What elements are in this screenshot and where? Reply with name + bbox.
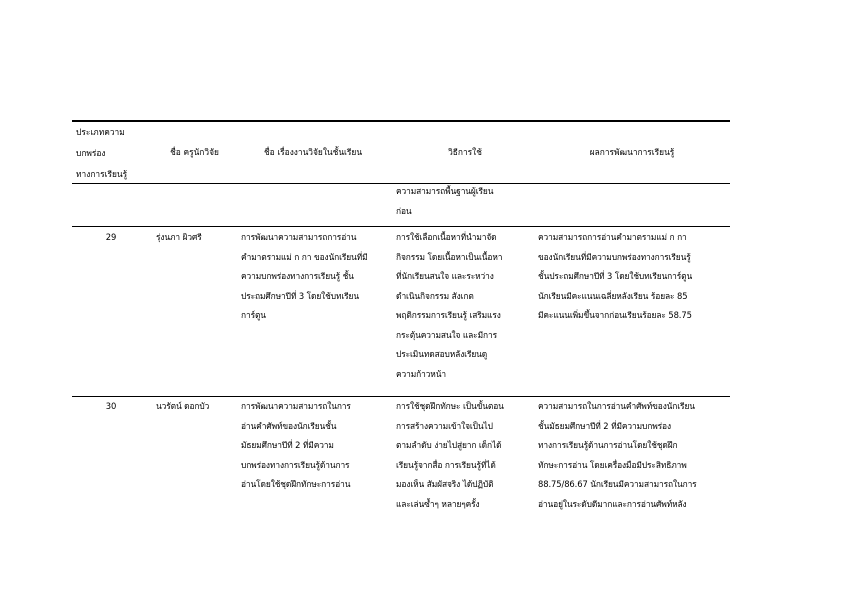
- result-cell: ความสามารถในการอ่านคำศัพท์ของนักเรียน ชั้นมัธยมศึกษาปีที่ 2 ที่มีความบกพร่อง ทางการเรียนรู้ด้านการอ่านโดยใช้ชุดฝึก ทักษะการอ่าน โดยเครื่องมือมีประสิทธิภาพ 88.75/86.67 นักเรียนมีความสามารถในการ อ่านอยู่ในระดับดีมากและการอ่านศัพท์หลัง: [538, 401, 697, 509]
- header-researcher: ชื่อ ครูนักวิจัย: [170, 147, 219, 157]
- researcher-cell: รุ่งนภา ผิวศรี: [156, 232, 202, 242]
- title-cell: การพัฒนาความสามารถในการ อ่านคำศัพท์ของนักเรียนชั้น มัธยมศึกษาปีที่ 2 ที่มีความ บกพร่องทางการเรียนรู้ด้านการ อ่านโดยใช้ชุดฝึกทักษะการอ่าน: [241, 401, 351, 489]
- row-separator: [72, 226, 730, 227]
- row-number: 29: [105, 232, 117, 242]
- method-cell: การใช้เลือกเนื้อหาที่นำมาจัด กิจกรรม โดยเนื้อหาเป็นเนื้อหา ที่นักเรียนสนใจ และระหว่าง ดำเนินกิจกรรม สังเกต พฤติกรรมการเรียนรู้ เสริมแรง กระตุ้นความสนใจ และมีการ ประเมินทดสอบหลังเรียนดู ความก้าวหน้า: [396, 232, 503, 379]
- method-cell: การใช้ชุดฝึกทักษะ เป็นขั้นตอน การสร้างความเข้าใจเป็นไป ตามลำดับ ง่ายไปสู่ยาก เด็กได้ เรียนรู้จากสื่อ การเรียนรู้ที่ได้ มองเห็น สัมผัสจริง ได้ปฏิบัติ และเล่นซ้ำๆ หลายๆครั้ง: [396, 401, 504, 509]
- researcher-cell: นวรัตน์ ดอกบัว: [156, 401, 210, 411]
- header-type: ประเภทความ บกพร่อง ทางการเรียนรู้: [76, 127, 128, 179]
- header-title: ชื่อ เรื่องงานวิจัยในชั้นเรียน: [263, 147, 363, 157]
- result-cell: ความสามารถการอ่านคำมาตรามแม่ ก กา ของนักเรียนที่มีความบกพร่องทางการเรียนรู้ ชั้นประถมศึกษาปีที่ 3 โดยใช้บทเรียนการ์ตูน นักเรียนมีคะแนนเฉลี่ยหลังเรียน ร้อยละ 85 มีคะแนนเพิ่มขึ้นจากก่อนเรียนร้อยละ 58.75: [538, 232, 693, 320]
- continuation-method-cell: ความสามารถพื้นฐานผู้เรียน ก่อน: [396, 186, 494, 216]
- header-method: วิธีการใช้: [448, 147, 482, 157]
- header-result: ผลการพัฒนาการเรียนรู้: [589, 147, 675, 157]
- title-cell: การพัฒนาความสามารถการอ่าน คำมาตรามแม่ ก กา ของนักเรียนที่มี ความบกพร่องทางการเรียนรู้ ชั้น ประถมศึกษาปีที่ 3 โดยใช้บทเรียน การ์ตูน: [241, 232, 368, 320]
- table-top-rule: [72, 120, 730, 122]
- row-number: 30: [105, 401, 117, 411]
